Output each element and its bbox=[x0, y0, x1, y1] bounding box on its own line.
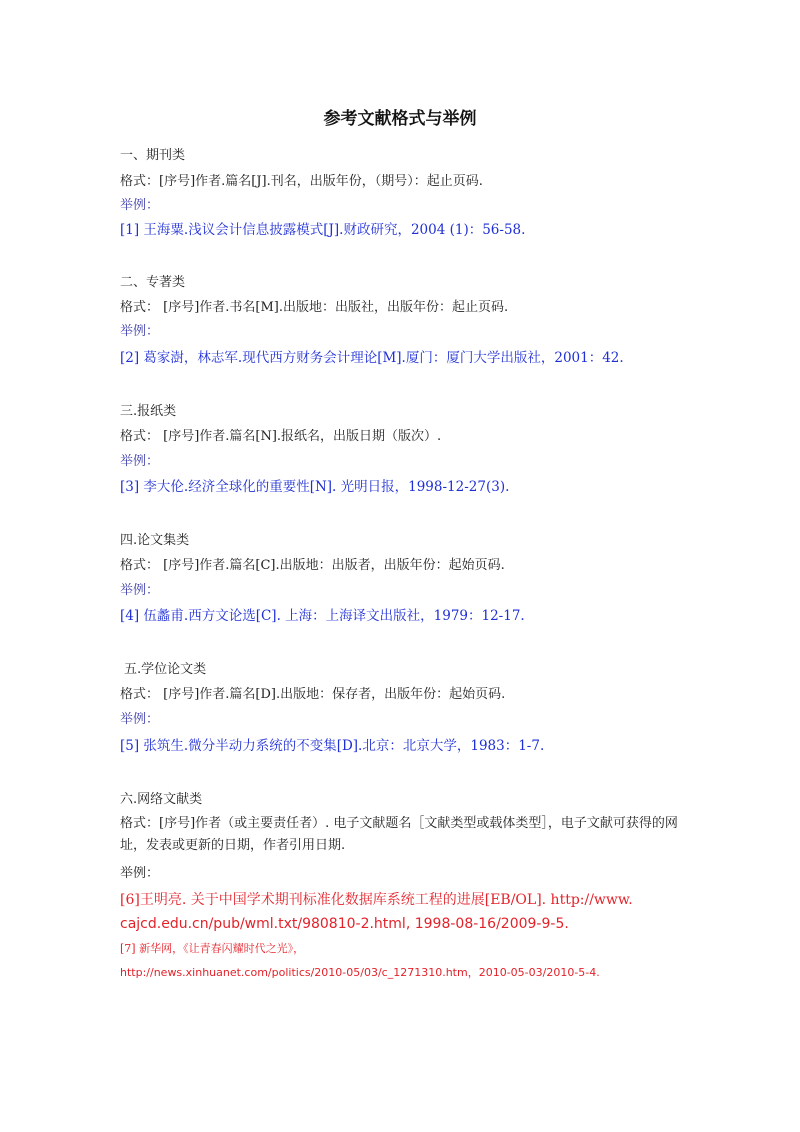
example-network-7-line1: [7] 新华网，《让青春闪耀时代之光》， bbox=[120, 942, 305, 955]
example-label-monograph: 举例： bbox=[120, 324, 160, 339]
section-heading-network: 六.网络文献类 bbox=[120, 792, 203, 807]
section-heading-newspaper: 三.报纸类 bbox=[120, 404, 177, 419]
format-line-thesis: 格式： [序号]作者.篇名[D].出版地：保存者，出版年份：起始页码. bbox=[120, 687, 506, 702]
example-label-journal: 举例： bbox=[120, 198, 160, 213]
example-network-6-line1: [6]王明亮. 关于中国学术期刊标准化数据库系统工程的进展[EB/OL]. http://www. bbox=[120, 892, 633, 908]
section-heading-journal: 一、期刊类 bbox=[120, 148, 186, 163]
example-label-newspaper: 举例： bbox=[120, 454, 160, 469]
format-line-network: 格式：[序号]作者（或主要责任者）. 电子文献题名［文献类型或载体类型］，电子文献可获得的网址，发表或更新的日期，作者引用日期. bbox=[120, 816, 678, 853]
example-proceedings: [4] 伍蠡甫.西方文论选[C]. 上海：上海译文出版社，1979：12-17. bbox=[120, 608, 525, 624]
example-network-6-line2: cajcd.edu.cn/pub/wml.txt/980810-2.html, 1998-08-16/2009-9-5. bbox=[120, 916, 569, 932]
section-heading-proceedings: 四.论文集类 bbox=[120, 533, 190, 548]
example-label-proceedings: 举例： bbox=[120, 583, 160, 598]
example-thesis: [5] 张筑生.微分半动力系统的不变集[D].北京：北京大学，1983：1-7. bbox=[120, 738, 545, 754]
example-network-7-line2: http://news.xinhuanet.com/politics/2010-05/03/c_1271310.htm，2010-05-03/2010-5-4. bbox=[120, 966, 600, 979]
format-line-monograph: 格式： [序号]作者.书名[M].出版地：出版社，出版年份：起止页码. bbox=[120, 300, 509, 315]
example-journal: [1] 王海粟.浅议会计信息披露模式[J].财政研究，2004 (1)：56-58. bbox=[120, 222, 526, 238]
example-label-network: 举例： bbox=[120, 866, 160, 881]
example-label-thesis: 举例： bbox=[120, 712, 160, 727]
example-monograph: [2] 葛家澍，林志军.现代西方财务会计理论[M].厦门：厦门大学出版社，2001：42. bbox=[120, 350, 624, 366]
format-line-newspaper: 格式： [序号]作者.篇名[N].报纸名，出版日期（版次）. bbox=[120, 429, 442, 444]
example-newspaper: [3] 李大伦.经济全球化的重要性[N]. 光明日报，1998-12-27(3). bbox=[120, 479, 510, 495]
section-heading-thesis: 五.学位论文类 bbox=[124, 662, 207, 677]
format-line-journal: 格式：[序号]作者.篇名[J].刊名，出版年份，（期号）：起止页码. bbox=[120, 174, 483, 189]
document-title: 参考文献格式与举例 bbox=[323, 109, 477, 129]
section-heading-monograph: 二、专著类 bbox=[120, 275, 186, 290]
format-line-proceedings: 格式： [序号]作者.篇名[C].出版地：出版者，出版年份：起始页码. bbox=[120, 558, 505, 573]
